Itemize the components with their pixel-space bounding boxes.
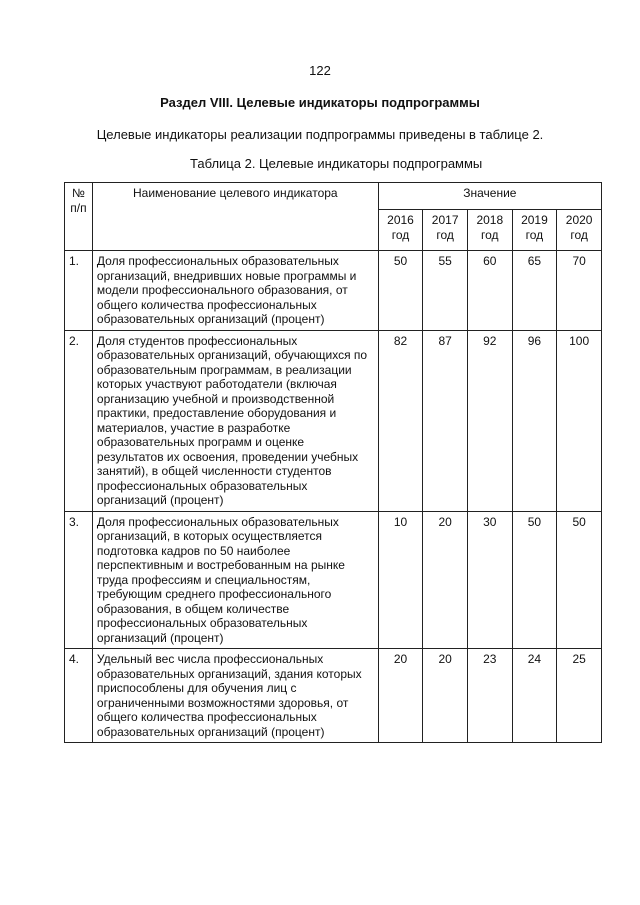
indicator-value: 70 <box>557 251 602 331</box>
indicator-name: Удельный вес числа профессиональных образовательных организаций, здания которых приспособлены для обучения лиц с ограниченными возможностями здоровья, от общего количества профессиональных образовательных организаций (процент) <box>92 649 378 743</box>
indicator-name: Доля профессиональных образовательных организаций, внедривших новые программы и модели профессионального образования, от общего количества профессиональных образовательных организаций (процент) <box>92 251 378 331</box>
indicator-value: 20 <box>423 511 468 649</box>
indicator-value: 96 <box>512 330 557 511</box>
indicator-value: 87 <box>423 330 468 511</box>
indicator-value: 82 <box>378 330 423 511</box>
indicator-value: 30 <box>467 511 512 649</box>
indicator-value: 25 <box>557 649 602 743</box>
intro-paragraph: Целевые индикаторы реализации подпрограммы приведены в таблице 2. <box>96 127 544 142</box>
table-row <box>65 649 602 743</box>
header-value: Значение <box>378 183 601 210</box>
indicator-value: 24 <box>512 649 557 743</box>
indicator-value: 55 <box>423 251 468 331</box>
indicator-value: 92 <box>467 330 512 511</box>
header-year: 2017 год <box>423 210 468 251</box>
indicator-value: 20 <box>378 649 423 743</box>
header-year: 2020 год <box>557 210 602 251</box>
row-number: 4. <box>65 649 93 743</box>
table-header-row <box>65 183 602 210</box>
indicator-value: 50 <box>512 511 557 649</box>
table-row <box>65 330 602 511</box>
indicator-value: 20 <box>423 649 468 743</box>
row-number: 3. <box>65 511 93 649</box>
indicator-name: Доля студентов профессиональных образовательных организаций, обучающихся по образовательным программам, в реализации которых участвуют работодатели (включая организацию учебной и производственной практики, предоставление оборудования и материалов, участие в разработке образовательных программ и оценке результатов их освоения, проведении учебных занятий), в общей численности студентов профессиональных образовательных организаций (процент) <box>92 330 378 511</box>
indicator-name: Доля профессиональных образовательных организаций, в которых осуществляется подготовка кадров по 50 наиболее перспективным и востребованным на рынке труда профессиям и специальностям, требующим среднего профессионального образования, в общем количестве профессиональных образовательных организаций (процент) <box>92 511 378 649</box>
header-year: 2018 год <box>467 210 512 251</box>
row-number: 2. <box>65 330 93 511</box>
header-num: № п/п <box>65 183 93 251</box>
section-title: Раздел VIII. Целевые индикаторы подпрограммы <box>160 95 480 110</box>
page-number: 122 <box>309 63 331 78</box>
indicator-value: 23 <box>467 649 512 743</box>
indicator-value: 50 <box>557 511 602 649</box>
indicator-value: 100 <box>557 330 602 511</box>
indicators-table <box>64 182 602 743</box>
indicator-value: 65 <box>512 251 557 331</box>
table-row <box>65 251 602 331</box>
indicator-value: 10 <box>378 511 423 649</box>
table-row <box>65 511 602 649</box>
header-year: 2019 год <box>512 210 557 251</box>
indicator-value: 60 <box>467 251 512 331</box>
table-caption: Таблица 2. Целевые индикаторы подпрограммы <box>190 156 483 171</box>
row-number: 1. <box>65 251 93 331</box>
header-year: 2016 год <box>378 210 423 251</box>
indicator-value: 50 <box>378 251 423 331</box>
header-name: Наименование целевого индикатора <box>92 183 378 251</box>
